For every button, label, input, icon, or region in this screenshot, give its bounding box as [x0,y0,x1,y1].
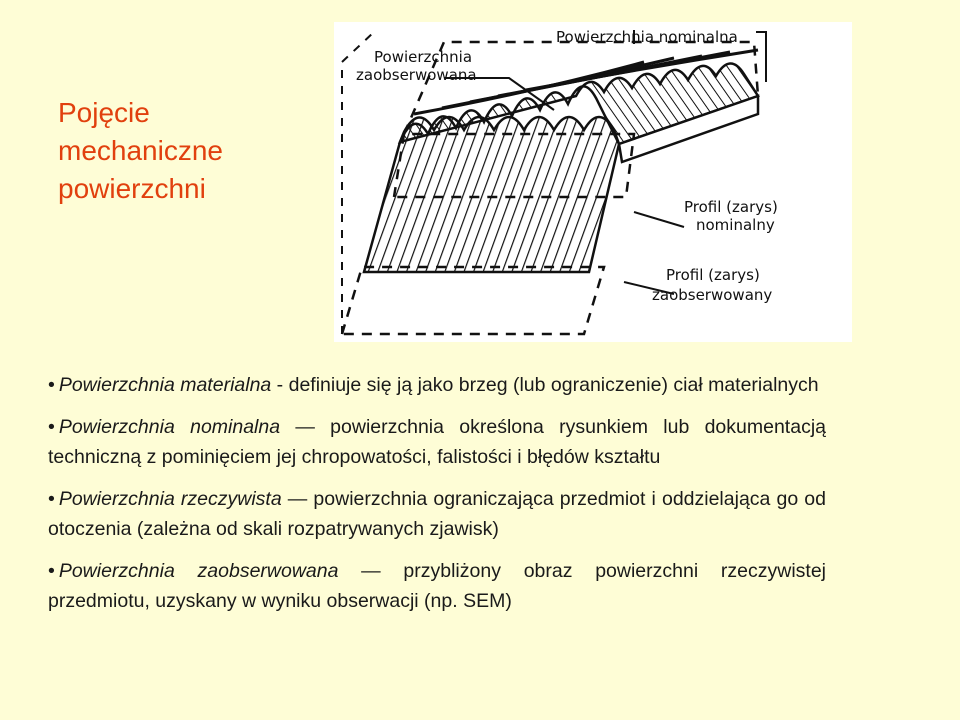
bullet: • [48,488,55,510]
label-observed-surface-2: zaobserwowana [356,66,477,84]
definition-material-surface [48,370,826,400]
page-title [58,94,318,208]
definition-observed-surface [48,556,826,616]
label-observed-profile-2: zaobserwowany [652,286,773,304]
nominal-plane-lower [342,267,604,334]
definition-text: — powierzchnia ograniczająca przedmiot i oddzielająca go od otoczenia (zależna od skali rozpatrywanych zjawisk) [48,488,827,540]
definition-real-surface [48,484,826,544]
label-nominal-profile-2: nominalny [696,216,775,234]
title-line-2: mechaniczne [58,135,223,166]
label-observed-profile-1: Profil (zarys) [666,266,760,284]
title-line-3: powierzchni [58,173,206,204]
definition-text: - definiuje się ją jako brzeg (lub ograniczenie) ciał materialnych [271,374,819,396]
definition-nominal-surface [48,412,826,472]
definitions-list [48,370,826,628]
definition-term: Powierzchnia zaobserwowana [58,560,339,582]
definition-term: Powierzchnia materialna [58,374,272,396]
definition-text: — przybliżony obraz powierzchni rzeczywistej przedmiotu, uzyskany w wyniku obserwacji (np. SEM) [48,560,826,612]
title-line-1: Pojęcie [58,97,150,128]
surface-diagram [334,22,852,342]
bullet: • [48,560,55,582]
bullet: • [48,416,55,438]
label-nominal-surface: Powierzchnia nominalna [556,28,738,46]
label-nominal-profile-1: Profil (zarys) [684,198,778,216]
bullet: • [48,374,55,396]
definition-text: — powierzchnia określona rysunkiem lub dokumentacją techniczną z pominięciem jej chropowatości, falistości i błędów kształtu [48,416,826,468]
definition-term: Powierzchnia nominalna [58,416,281,438]
surface-diagram-svg [334,22,852,342]
label-observed-surface-1: Powierzchnia [374,48,473,66]
definition-term: Powierzchnia rzeczywista [58,488,282,510]
